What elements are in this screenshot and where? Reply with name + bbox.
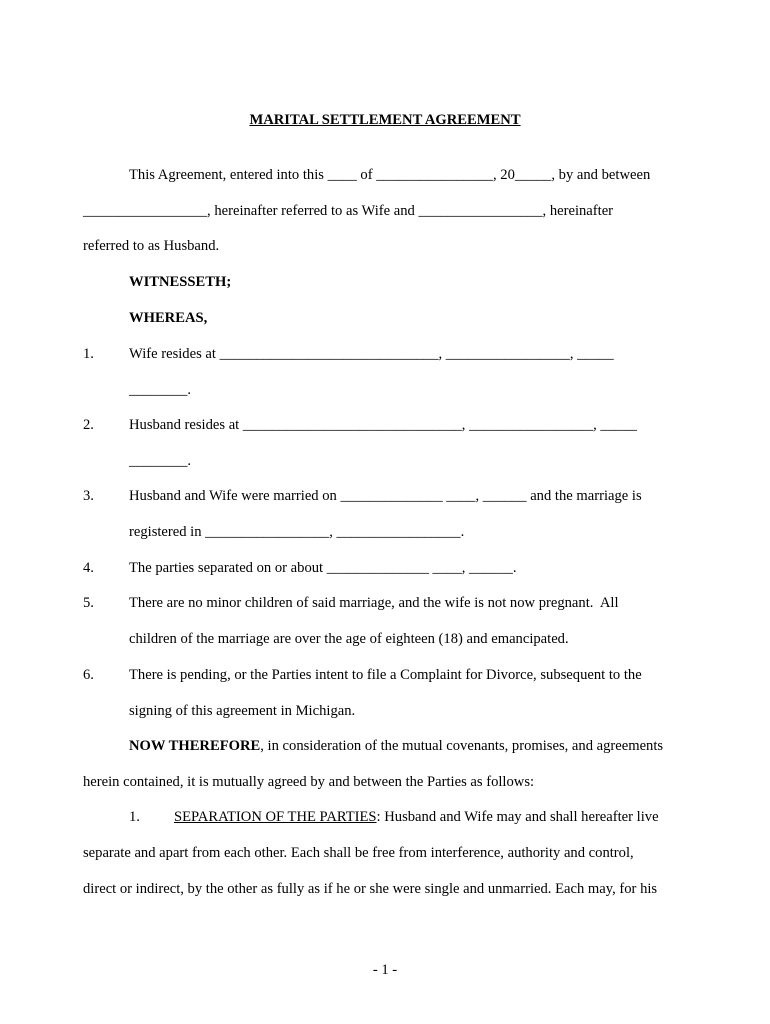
item-text-continued: children of the marriage are over the age of eighteen (18) and emancipated. [129,631,569,647]
item-text: Wife resides at ______________________________, _________________, _____ [129,346,614,362]
page-number: - 1 - [372,962,398,978]
section-1-paragraph [174,808,659,826]
section-1-heading: SEPARATION OF THE PARTIES [174,809,377,825]
witnesseth-heading: WITNESSETH; [129,274,232,290]
intro-line-3: referred to as Husband. [83,238,220,254]
item-number: 1. [83,346,94,362]
section-1-line-2: separate and apart from each other. Each shall be free from interference, authority and control, [83,845,634,861]
item-text: Husband resides at ______________________________, _________________, _____ [129,417,637,433]
item-text: Husband and Wife were married on ______________ ____, ______ and the marriage is [129,488,642,504]
section-1-line-3: direct or indirect, by the other as fully as if he or she were single and unmarried. Each may, for his [83,881,658,897]
item-text-continued: ________. [129,382,192,398]
intro-line-2: _________________, hereinafter referred to as Wife and _________________, hereinafter [83,203,614,219]
item-number: 6. [83,667,94,683]
now-therefore-paragraph [129,737,663,755]
now-therefore-text: , in consideration of the mutual covenants, promises, and agreements [260,738,664,754]
item-text-continued: registered in _________________, _________________. [129,524,465,540]
document-title: MARITAL SETTLEMENT AGREEMENT [249,112,521,128]
item-text: There is pending, or the Parties intent to file a Complaint for Divorce, subsequent to the [129,667,642,683]
item-text-continued: ________. [129,453,192,469]
item-number: 5. [83,595,94,611]
section-1-number: 1. [129,809,140,825]
item-number: 2. [83,417,94,433]
intro-line-1: This Agreement, entered into this ____ of ________________, 20_____, by and between [129,167,651,183]
item-text: There are no minor children of said marriage, and the wife is not now pregnant. All [129,595,619,611]
item-text: The parties separated on or about ______________ ____, ______. [129,560,517,576]
item-number: 4. [83,560,94,576]
whereas-heading: WHEREAS, [129,310,208,326]
item-number: 3. [83,488,94,504]
now-therefore-label: NOW THEREFORE [129,738,261,754]
item-text-continued: signing of this agreement in Michigan. [129,703,356,719]
section-1-text: : Husband and Wife may and shall hereafter live [376,809,659,825]
now-therefore-line-2: herein contained, it is mutually agreed by and between the Parties as follows: [83,774,535,790]
